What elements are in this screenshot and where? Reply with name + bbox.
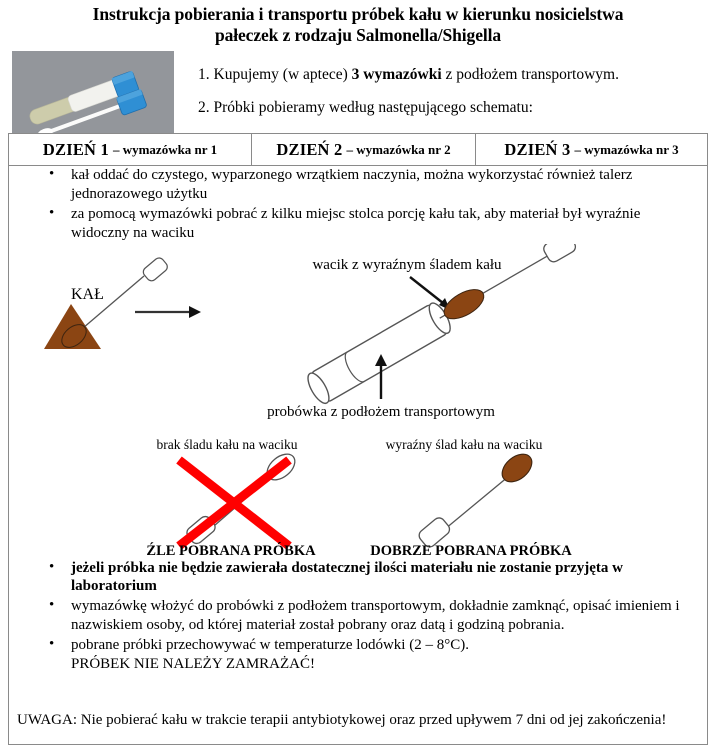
day-header-row [9,134,707,166]
list-item-text: pobrane próbki przechowywać w temperaturze lodówki (2 – 8°C). [71,637,469,654]
sampling-diagram [9,244,707,559]
step-2 [198,98,710,117]
page-title-line-1: Instrukcja pobierania i transportu próbek kału w kierunku nosicielstwa [92,4,624,24]
instruction-table [8,133,708,745]
swab-tube-photo-graphic [12,51,174,139]
list-item: • wymazówkę włożyć do probówki z podłożem transportowym, dokładnie zamknąć, opisać imieniem i nazwiskiem osoby, od której materiał został pobrany oraz datą i godziną pobrania. [9,597,707,635]
swab-tube-photo [12,51,174,139]
step-2-number: 2. [198,99,210,117]
list-item [9,559,707,597]
label-good-sample-bottom: DOBRZE POBRANA PRÓBKA [370,542,572,559]
label-good-sample-top: wyraźny ślad kału na waciku [385,436,543,452]
instructions-bottom-list [9,559,707,674]
title-block [0,0,716,47]
day-cell-1 [9,134,251,165]
list-item-text: jeżeli próbka nie będzie zawierała dostatecznej ilości materiału nie zostanie przyjęta w laboratorium [71,559,623,595]
step-1-number: 1. [198,65,210,83]
list-item [9,636,707,674]
label-bad-sample-bottom: ŹLE POBRANA PRÓBKA [146,542,316,559]
day-1-label: DZIEŃ 1 [42,139,109,159]
day-3-swab: – wymazówka nr 3 [574,141,679,157]
step-1-text-before: Kupujemy (w aptece) [213,65,348,83]
red-cross-icon [179,460,289,546]
step-1-text-after: z podłożem transportowym. [445,65,619,83]
good-swab-icon [417,448,537,549]
swab-in-stool-icon [57,255,169,351]
day-2-swab: – wymazówka nr 2 [346,141,451,157]
warning-note: UWAGA: Nie pobierać kału w trakcie terapii antybiotykowej oraz przed upływem 7 dni od jej zakończenia! [17,711,667,728]
label-stool: KAŁ [71,285,104,303]
day-1-swab: – wymazówka nr 1 [112,141,218,157]
label-bad-sample-top: brak śladu kału na waciku [156,436,298,452]
no-freeze-note: PRÓBEK NIE NALEŻY ZAMRAŻAĆ! [71,656,316,673]
list-item: • kał oddać do czystego, wyparzonego wrzątkiem naczynia, można wykorzystać również talerz jednorazowego użytku [9,166,707,204]
transition-arrow-icon [135,306,201,318]
label-tube: probówka z podłożem transportowym [267,403,495,420]
day-cell-2 [251,134,475,165]
label-swab-tip: wacik z wyraźnym śladem kału [312,256,502,273]
step-2-text: Próbki pobieramy według następującego schematu: [213,99,533,117]
page-title-line-2: pałeczek z rodzaju Salmonella/Shigella [214,25,502,46]
page-title [10,4,706,47]
instructions-top-list [9,166,707,243]
numbered-steps [174,51,710,132]
day-3-label: DZIEŃ 3 [504,139,571,159]
day-cell-3 [475,134,707,165]
step-1 [198,65,710,84]
list-item: • za pomocą wymazówki pobrać z kilku miejsc stolca porcję kału tak, aby materiał był wyraźnie widoczny na waciku [9,205,707,243]
step-1-emphasis: 3 wymazówki [351,65,442,83]
day-2-label: DZIEŃ 2 [276,139,343,159]
